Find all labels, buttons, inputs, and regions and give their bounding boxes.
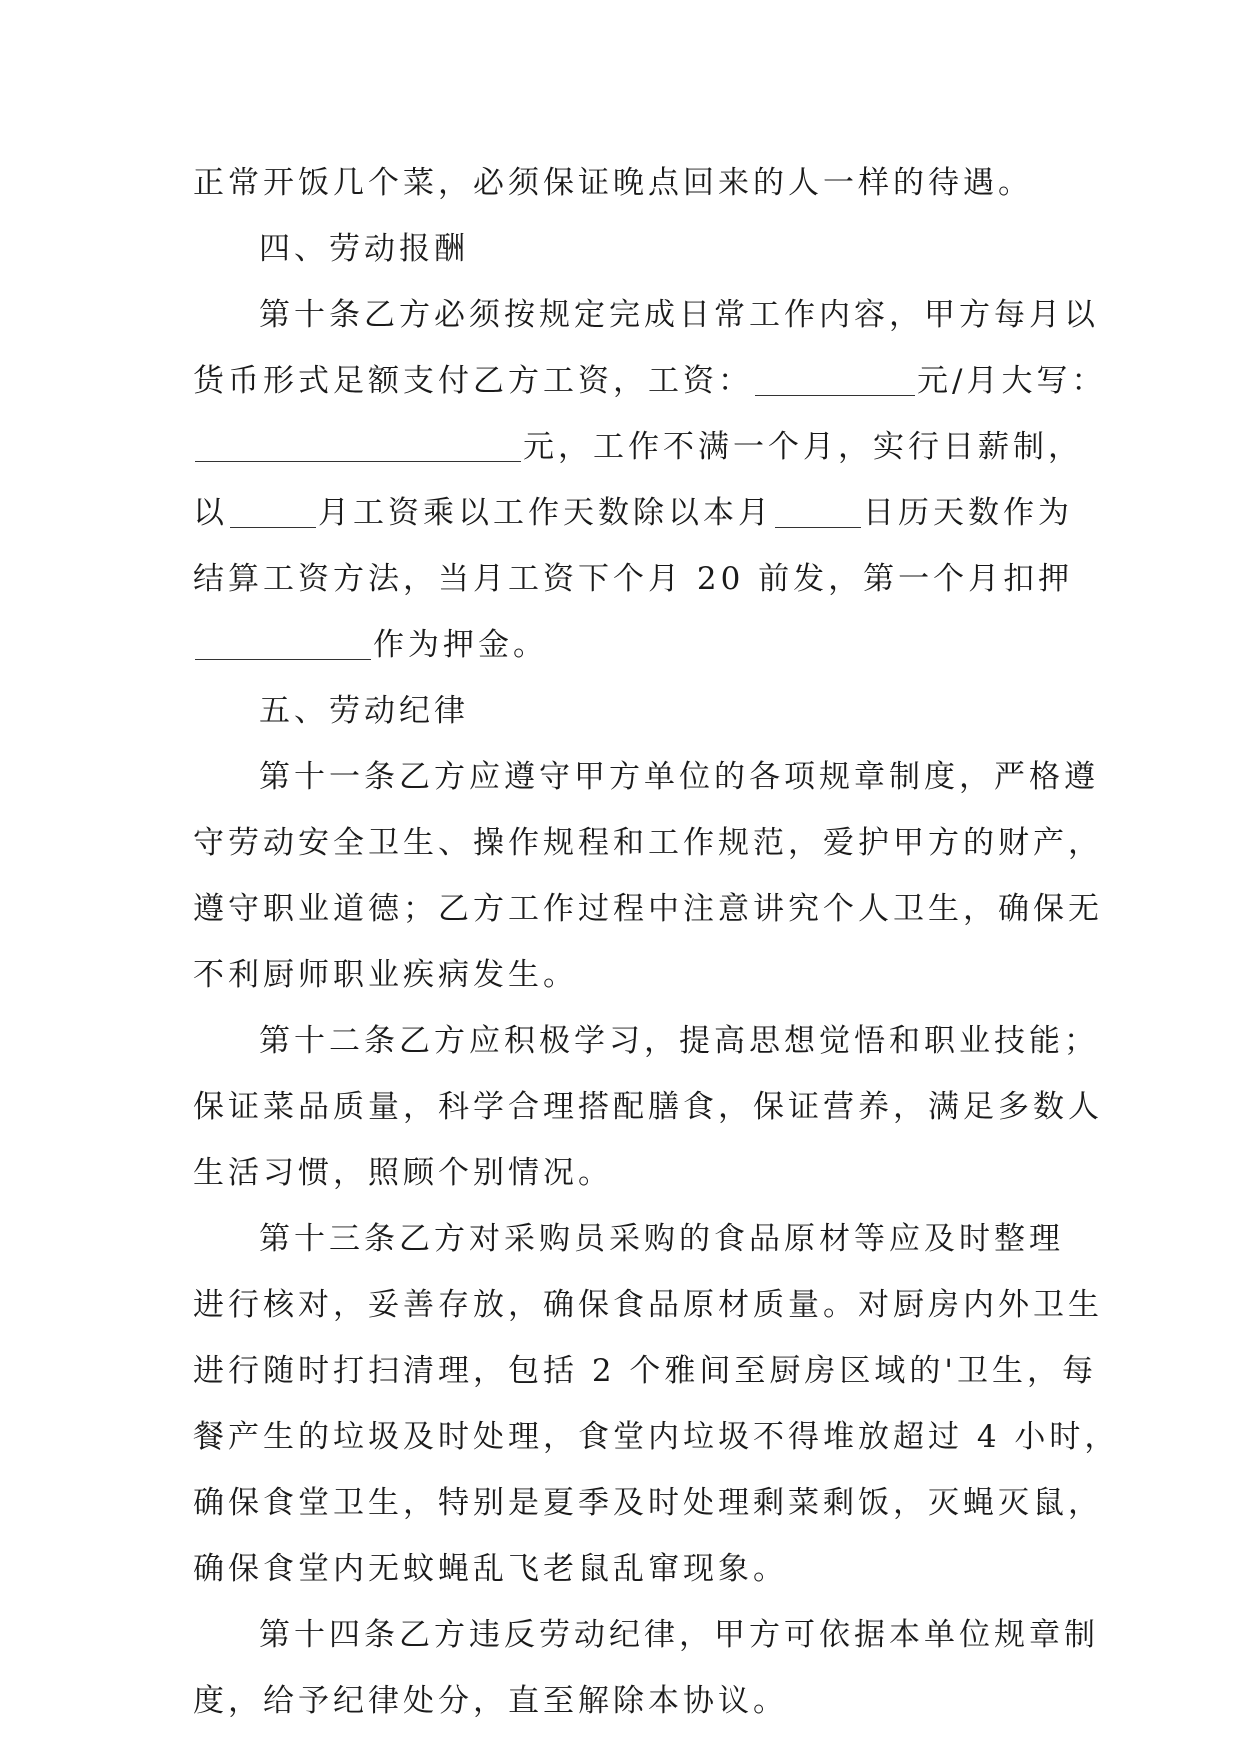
paragraph-line [193, 1668, 1053, 1734]
section-heading [193, 678, 1053, 744]
text-run: 确保食堂卫生，特别是夏季及时处理剩菜剩饭，灭蝇灭鼠， [193, 1485, 1103, 1521]
blank-field-deposit [195, 633, 371, 660]
paragraph-line [193, 1536, 1053, 1602]
text-run: 第十二条乙方应积极学习，提高思想觉悟和职业技能； [259, 1023, 1099, 1059]
text-run: 不利厨师职业疾病发生。 [193, 957, 578, 993]
paragraph-line [193, 1140, 1053, 1206]
text-run: 进行核对，妥善存放，确保食品原材质量。对厨房内外卫生 [193, 1287, 1103, 1323]
text-run: 进行随时打扫清理，包括 2 个雅间至厨房区域的'卫生，每 [193, 1353, 1097, 1389]
text-run: 作为押金。 [373, 627, 548, 663]
text-run: 日历天数作为 [863, 495, 1073, 531]
paragraph-line [193, 1338, 1097, 1404]
text-run: 第十四条乙方违反劳动纪律，甲方可依据本单位规章制 [259, 1617, 1099, 1653]
paragraph-line [193, 1206, 1064, 1272]
text-run: 第十一条乙方应遵守甲方单位的各项规章制度，严格遵 [259, 759, 1099, 795]
paragraph-line [193, 414, 1083, 480]
text-run: 第十三条乙方对采购员采购的食品原材等应及时整理 [259, 1221, 1064, 1257]
text-run: 生活习惯，照顾个别情况。 [193, 1155, 613, 1191]
paragraph-line [193, 1008, 1099, 1074]
heading-text: 五、劳动纪律 [259, 693, 469, 729]
paragraph-line [193, 744, 1099, 810]
paragraph-line [193, 1404, 1120, 1470]
text-run: 守劳动安全卫生、操作规程和工作规范，爱护甲方的财产， [193, 825, 1103, 861]
section-heading [193, 216, 1053, 282]
text-run: 保证菜品质量，科学合理搭配膳食，保证营养，满足多数人 [193, 1089, 1103, 1125]
blank-field-salary-uppercase [195, 435, 521, 462]
text-run: 货币形式足额支付乙方工资，工资： [193, 363, 753, 399]
paragraph-line [193, 942, 1053, 1008]
text-run: 度，给予纪律处分，直至解除本协议。 [193, 1683, 788, 1719]
paragraph-line [193, 282, 1099, 348]
paragraph-line [193, 810, 1103, 876]
paragraph-line [193, 612, 1053, 678]
paragraph-line [193, 348, 1107, 414]
blank-field-salary [755, 369, 915, 396]
paragraph-line [193, 480, 1073, 546]
text-run: 元/月大写： [917, 363, 1107, 399]
text-run: 第十条乙方必须按规定完成日常工作内容，甲方每月以 [259, 297, 1099, 333]
text-run: 餐产生的垃圾及时处理，食堂内垃圾不得堆放超过 4 小时， [193, 1419, 1120, 1455]
paragraph-line [193, 1470, 1103, 1536]
text-run: 结算工资方法，当月工资下个月 20 前发，第一个月扣押 [193, 561, 1074, 597]
paragraph-line [193, 1602, 1099, 1668]
paragraph-line [193, 876, 1103, 942]
paragraph-line [193, 150, 1053, 216]
paragraph-line [193, 1272, 1103, 1338]
text-run: 以 [193, 495, 228, 531]
text-run: 遵守职业道德；乙方工作过程中注意讲究个人卫生，确保无 [193, 891, 1103, 927]
blank-field [775, 501, 861, 528]
paragraph-line [193, 1074, 1103, 1140]
text-run: 元，工作不满一个月，实行日薪制， [523, 429, 1083, 465]
text-run: 正常开饭几个菜，必须保证晚点回来的人一样的待遇。 [193, 165, 1033, 201]
blank-field [230, 501, 316, 528]
text-run: 月工资乘以工作天数除以本月 [318, 495, 773, 531]
paragraph-line [193, 546, 1074, 612]
heading-text: 四、劳动报酬 [259, 231, 469, 267]
text-run: 确保食堂内无蚊蝇乱飞老鼠乱窜现象。 [193, 1551, 788, 1587]
document-body [193, 150, 1120, 1734]
